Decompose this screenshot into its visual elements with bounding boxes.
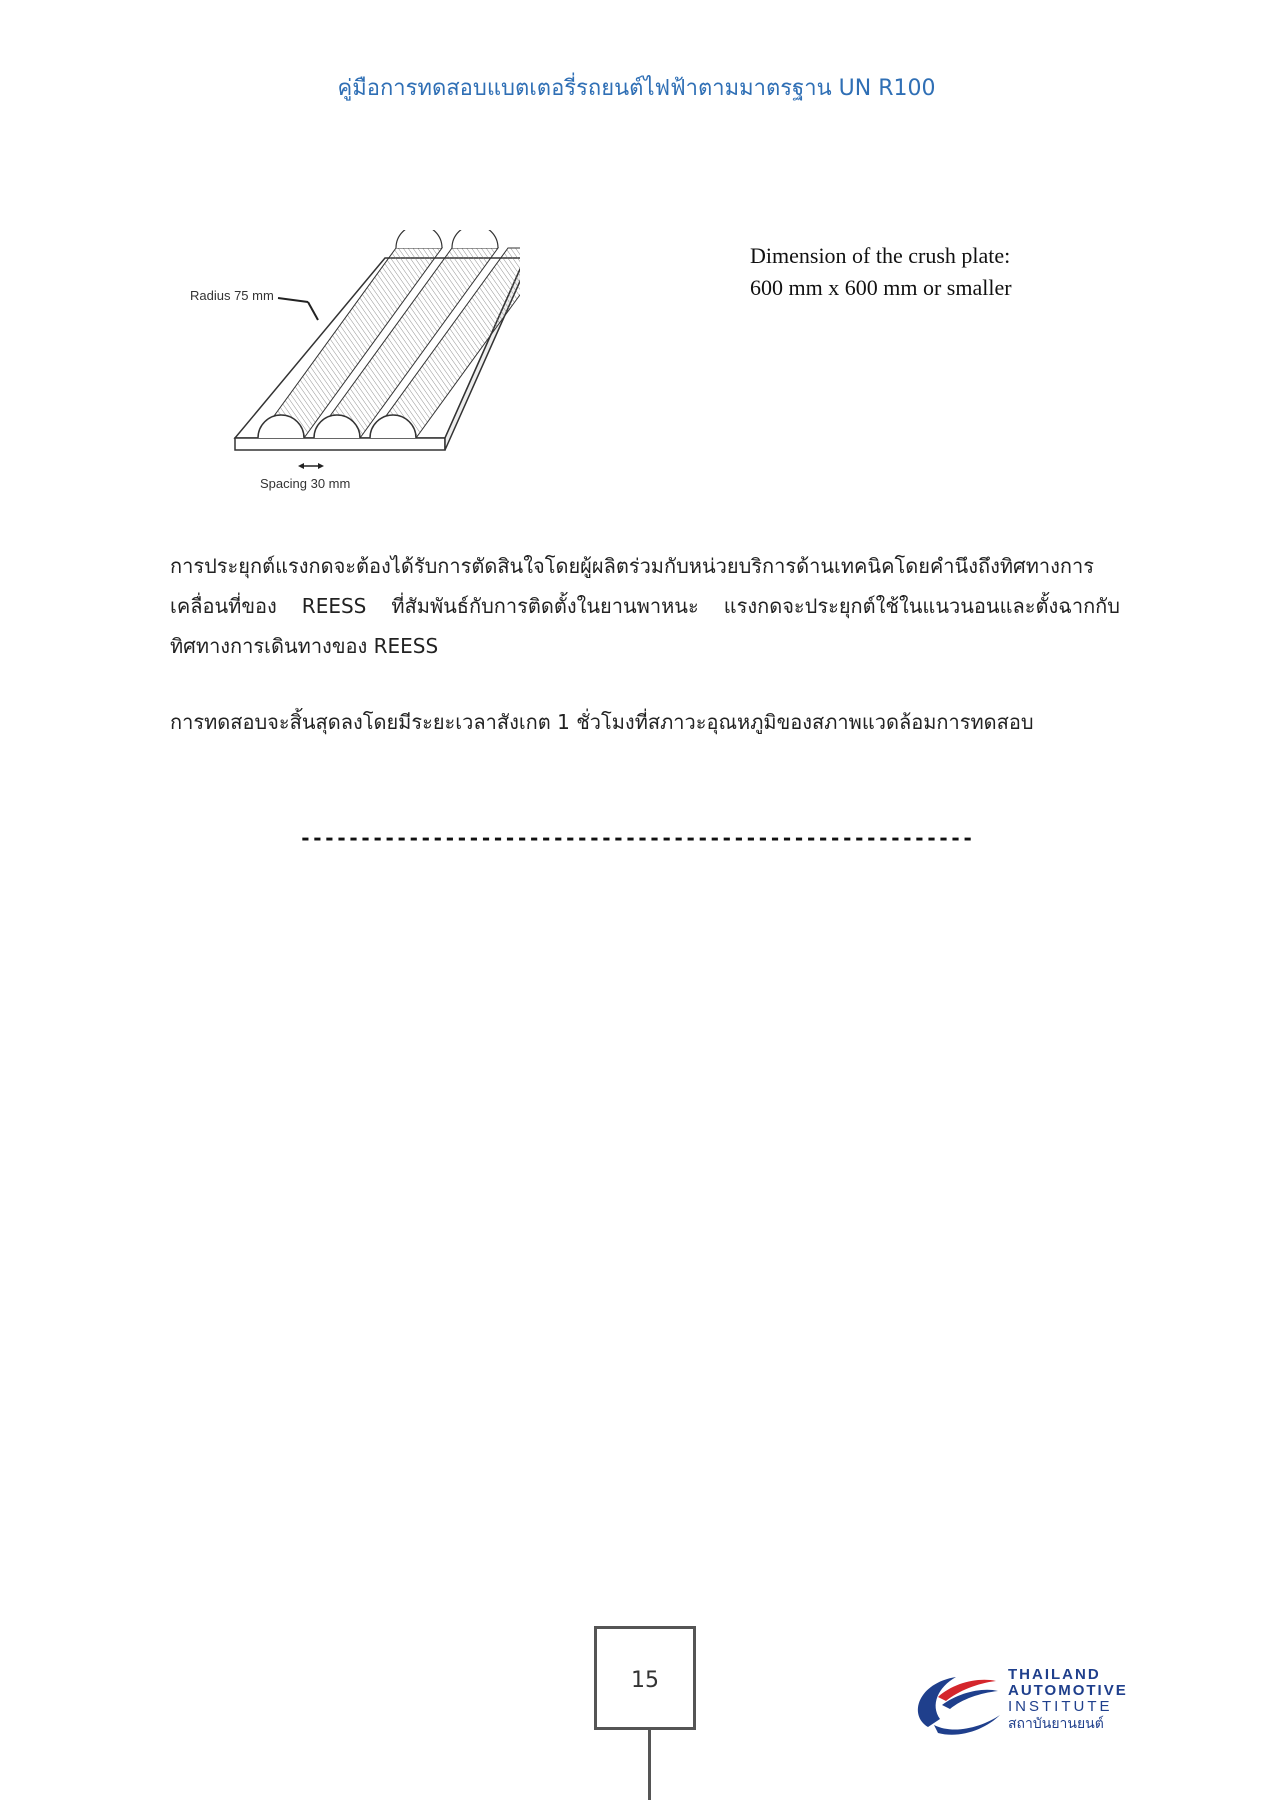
logo-line-3: INSTITUTE — [1008, 1698, 1113, 1715]
page-header-title: คู่มือการทดสอบแบตเตอรี่รถยนต์ไฟฟ้าตามมาตรฐาน UN R100 — [337, 76, 936, 101]
body-paragraph-1: การประยุกต์แรงกดจะต้องได้รับการตัดสินใจโดยผู้ผลิตร่วมกับหน่วยบริการด้านเทคนิคโดยคำนึงถึงทิศทางการเคลื่อนที่ของ REESS ที่สัมพันธ์กับการติดตั้งในยานพาหนะ แรงกดจะประยุกต์ใช้ในแนวนอนและตั้งฉากกับทิศทางการเดินทางของ REESS — [170, 554, 1120, 658]
thailand-automotive-institute-logo — [908, 1665, 1128, 1745]
dimension-line-2: 600 mm x 600 mm or smaller — [750, 275, 1012, 300]
logo-text — [1008, 1667, 1138, 1731]
page-number-stem — [648, 1730, 651, 1800]
logo-swoosh-icon — [908, 1665, 1008, 1745]
dimension-line-1: Dimension of the crush plate: — [750, 243, 1011, 268]
body-paragraph-2: การทดสอบจะสิ้นสุดลงโดยมีระยะเวลาสังเกต 1 ชั่วโมงที่สภาวะอุณหภูมิของสภาพแวดล้อมการทดสอบ — [170, 710, 1034, 734]
logo-line-4: สถาบันยานยนต์ — [1008, 1715, 1104, 1731]
crush-plate-drawing — [190, 230, 520, 500]
spacing-label: Spacing 30 mm — [260, 476, 351, 491]
crush-plate-figure — [190, 230, 520, 500]
logo-line-1: THAILAND — [1008, 1666, 1101, 1683]
section-divider: -------------------------------------------------------- — [299, 826, 974, 850]
crush-plate-dimension-note — [750, 240, 1150, 304]
page-number: 15 — [594, 1626, 696, 1730]
logo-line-2: AUTOMOTIVE — [1008, 1682, 1128, 1699]
plate-front-face — [235, 438, 445, 450]
radius-label: Radius 75 mm — [190, 288, 274, 303]
